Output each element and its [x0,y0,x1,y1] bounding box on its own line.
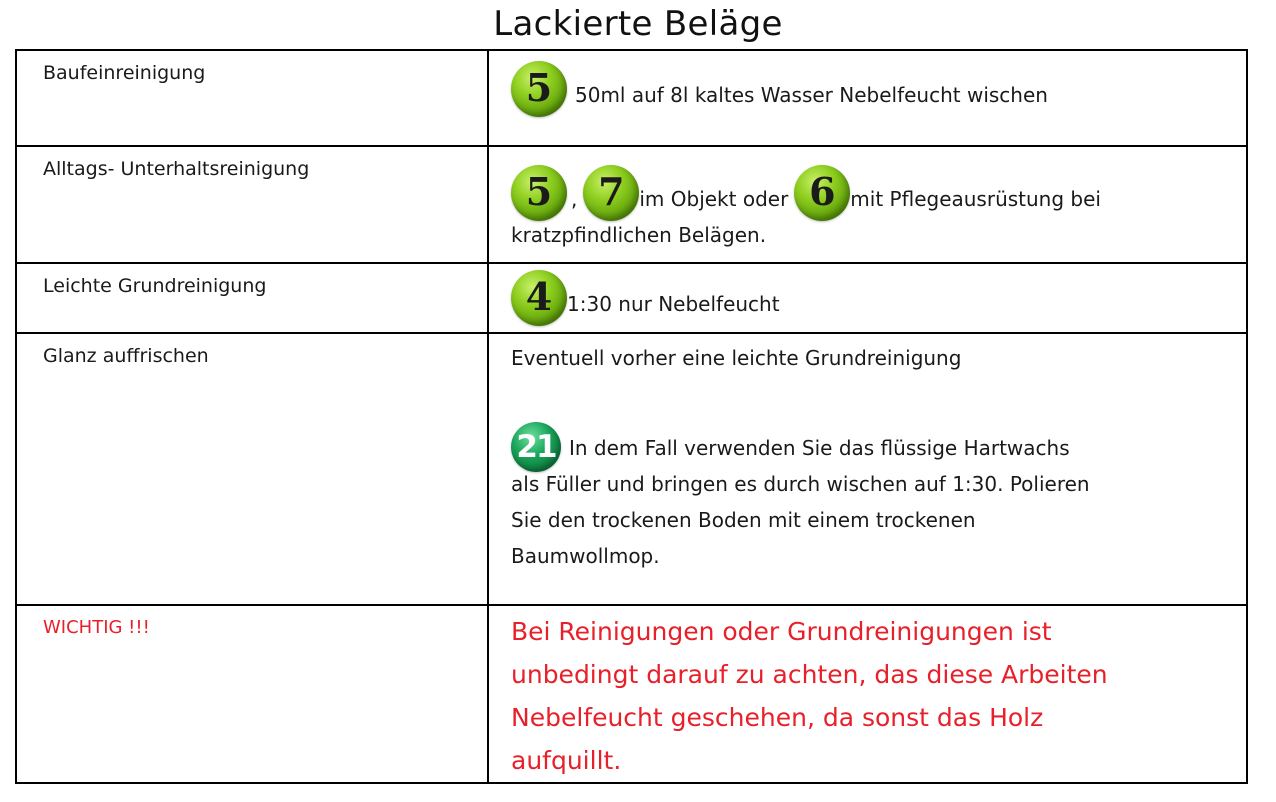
warning-line-3: Nebelfeucht geschehen, da sonst das Holz [511,703,1044,732]
warning-line-1: Bei Reinigungen oder Grundreinigungen ist [511,617,1052,646]
ratio-text: 1:30 nur Nebelfeucht [567,292,780,316]
product-21-icon: 21 [511,422,561,472]
warning-line-4: aufquillt. [511,746,622,775]
table-row [16,263,1247,333]
warning-line-2: unbedingt darauf zu achten, das diese Arbeiten [511,660,1108,689]
row-content-baufeinreinigung [488,50,1247,146]
product-6-icon: 6 [794,165,850,221]
page-title: Lackierte Beläge [493,4,783,44]
row-content-wichtig [488,605,1247,783]
table-row [16,50,1247,146]
product-7-icon: 7 [583,165,639,221]
instruction-line-3: Sie den trockenen Boden mit einem trockenen [511,508,976,532]
row-label-baufeinreinigung: Baufeinreinigung [16,50,488,146]
row-label-glanz: Glanz auffrischen [16,333,488,605]
instruction-line-2: als Füller und bringen es durch wischen auf 1:30. Polieren [511,472,1090,496]
instruction-line-1: In dem Fall verwenden Sie das flüssige Hartwachs [569,436,1070,460]
dosage-text: 50ml auf 8l kaltes Wasser Nebelfeucht wischen [575,83,1048,107]
row-content-glanz [488,333,1247,605]
intro-text: Eventuell vorher eine leichte Grundreinigung [511,346,962,370]
row-content-unterhaltsreinigung [488,146,1247,263]
product-4-icon: 4 [511,270,567,326]
separator-text: , [571,187,578,211]
row-label-wichtig: WICHTIG !!! [16,605,488,783]
instruction-line-4: Baumwollmop. [511,544,660,568]
care-instructions-table [15,49,1248,784]
table-row [16,146,1247,263]
product-5-icon: 5 [511,61,567,117]
table-row [16,333,1247,605]
row-label-unterhaltsreinigung: Alltags- Unterhaltsreinigung [16,146,488,263]
row-content-grundreinigung [488,263,1247,333]
table-row [16,605,1247,783]
product-5-icon: 5 [511,165,567,221]
row-label-grundreinigung: Leichte Grundreinigung [16,263,488,333]
surface-note: kratzpfindlichen Belägen. [511,223,767,247]
equipment-text: mit Pflegeausrüstung bei [850,187,1101,211]
object-text: im Objekt oder [639,187,789,211]
